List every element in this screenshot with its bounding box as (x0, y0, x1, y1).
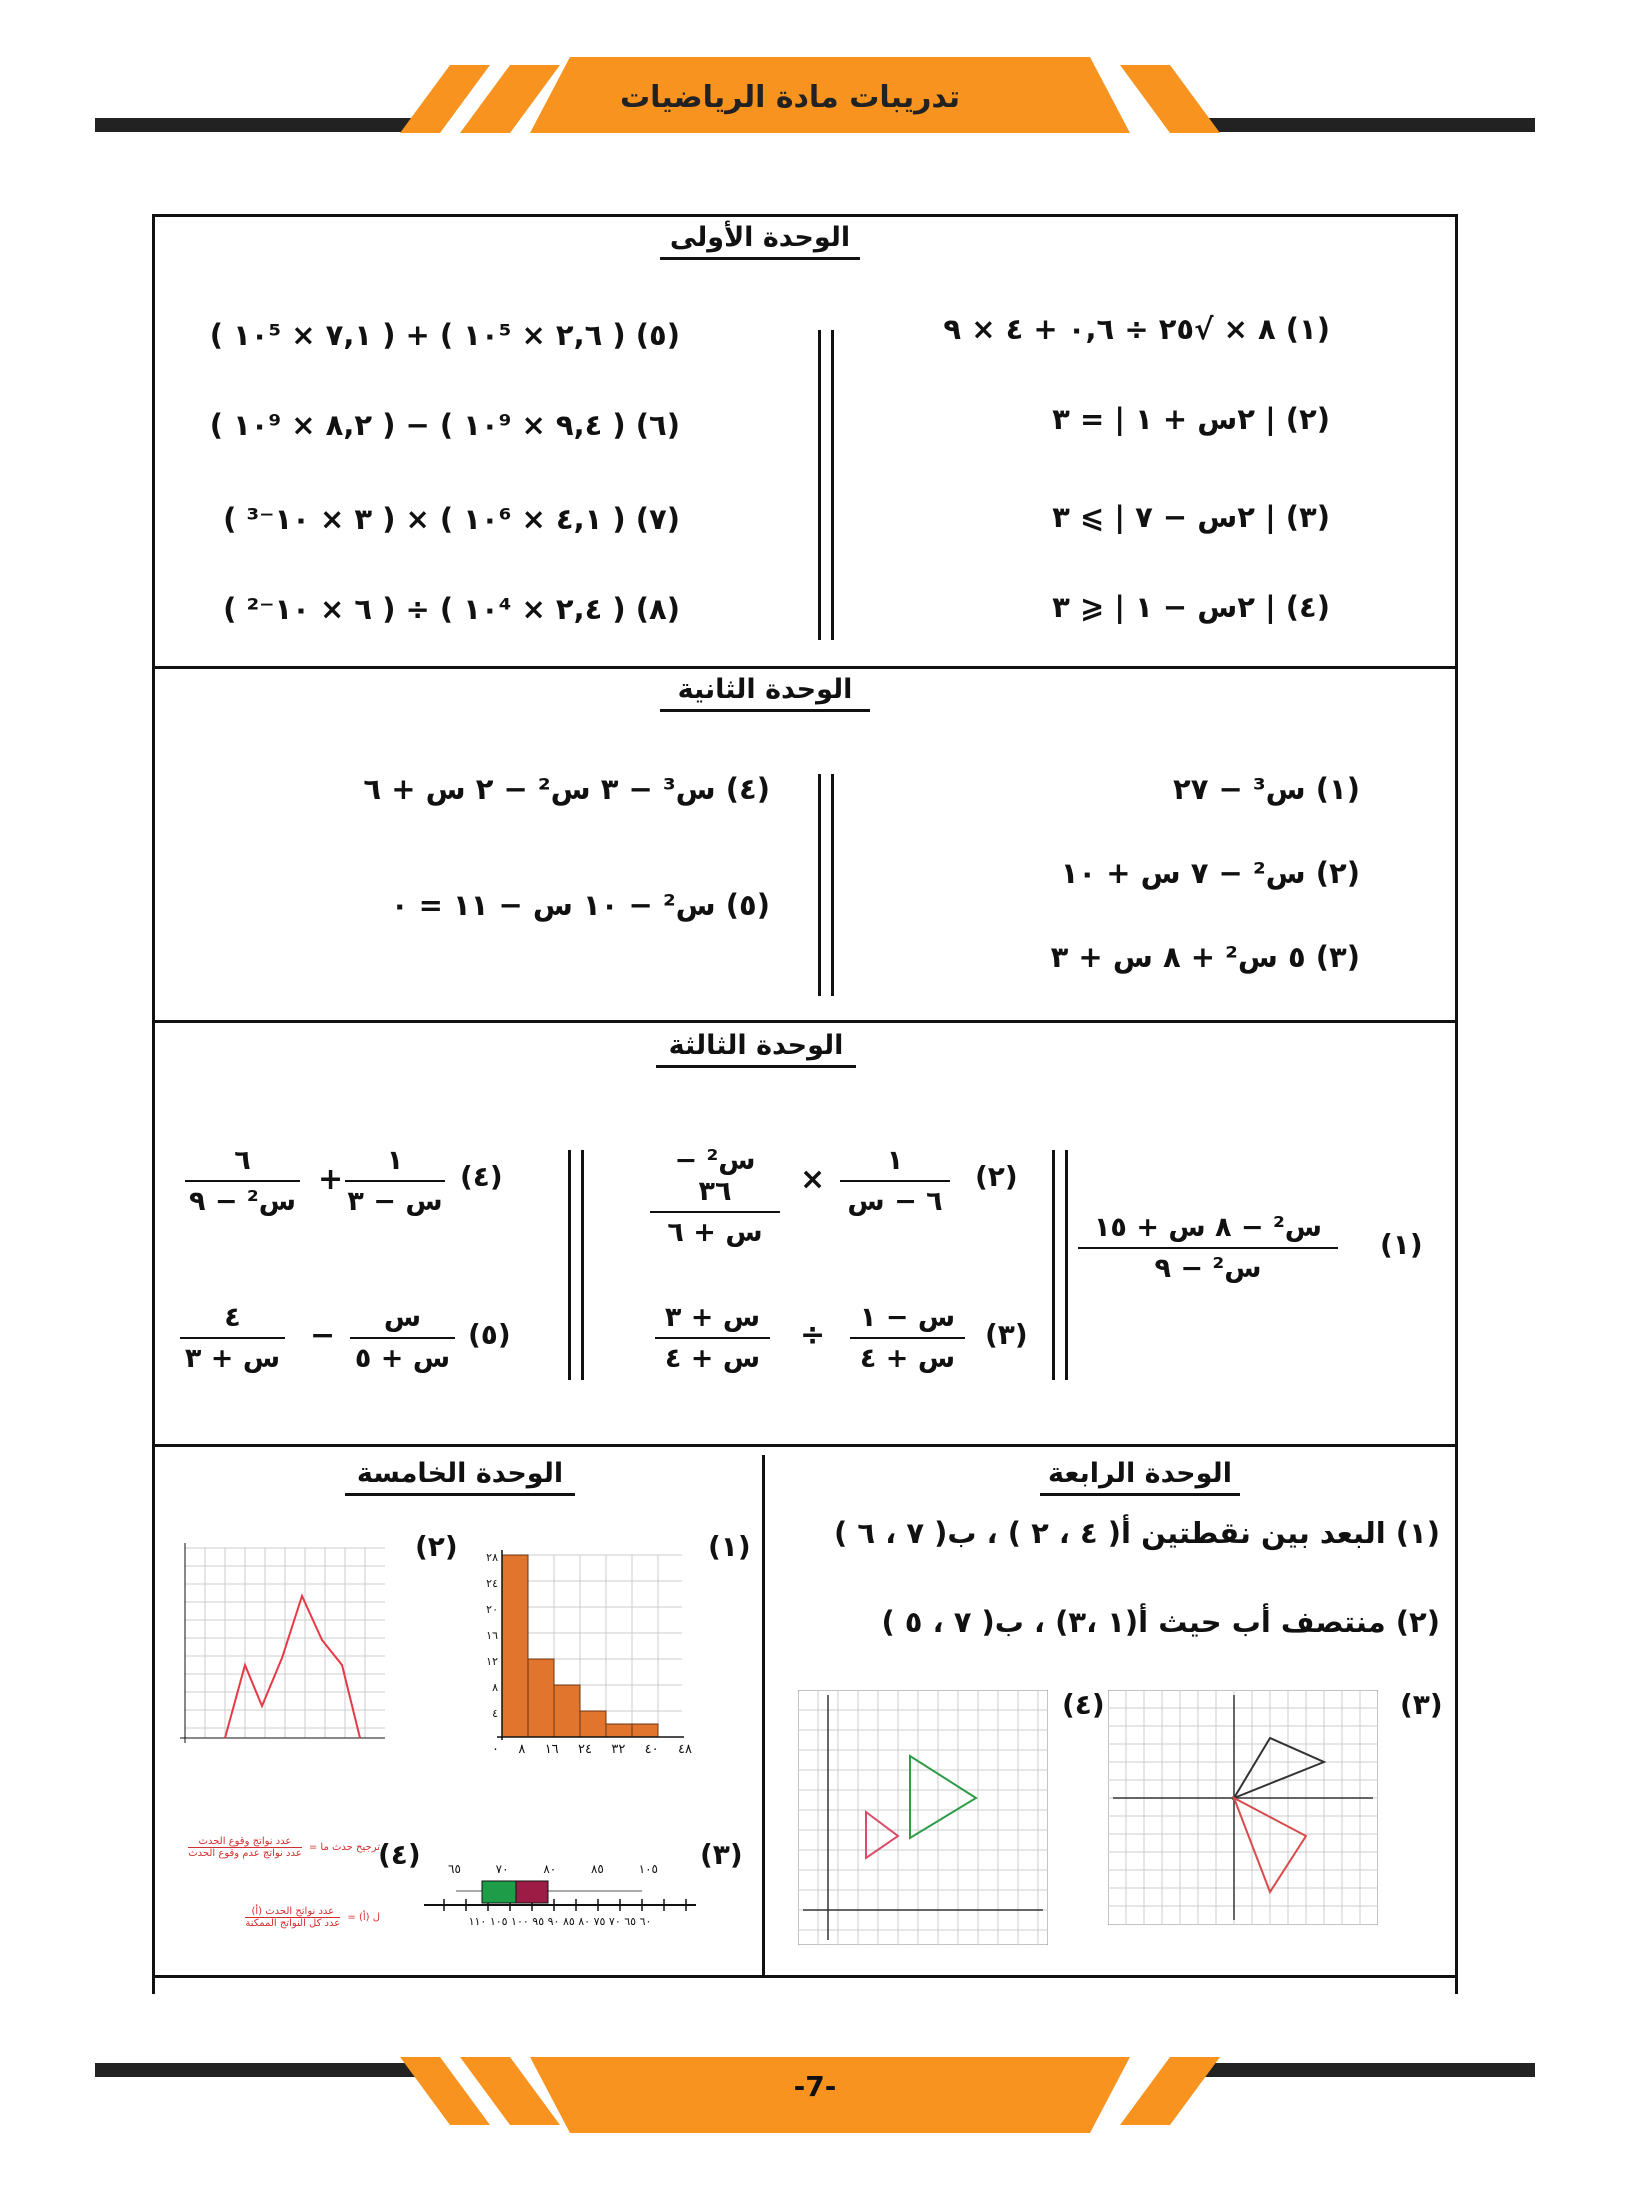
formula-prob-left: ل (أ) = (347, 1912, 380, 1923)
unit3-separator-right (1052, 1150, 1068, 1380)
unit3-q2-a-num: ١ (840, 1145, 950, 1182)
unit4-q4-graph (798, 1690, 1048, 1945)
unit3-q5-frac-a (350, 1302, 455, 1374)
unit3-q3-b-den: س + ٤ (664, 1343, 761, 1374)
unit3-q4-frac-a (345, 1145, 445, 1217)
hist-x-48: ٤٨ (678, 1742, 692, 1757)
formula-odds-frac (188, 1836, 301, 1859)
unit5-title: الوحدة الخامسة (345, 1458, 575, 1496)
unit4-q4-label: (٤) (1062, 1688, 1105, 1721)
hist-y-12: ١٢ (486, 1655, 498, 1668)
hist-y-16: ١٦ (486, 1629, 498, 1642)
hist-y-labels (476, 1545, 498, 1727)
divider-bottom (152, 1975, 1458, 1978)
unit3-q3-frac-b (655, 1302, 770, 1374)
unit1-q6: (٦) ( ٩,٤ × ١٠⁹ ) − ( ٨,٢ × ١٠⁹ ) (209, 408, 680, 442)
unit1-q2: (٢) | ٢س + ١ | = ٣ (1052, 402, 1330, 436)
unit3-q2-label: (٢) (975, 1160, 1018, 1193)
unit2-q1: (١) س³ − ٢٧ (1173, 772, 1360, 806)
formula-odds (160, 1836, 380, 1859)
page-number: -7- (793, 2070, 837, 2103)
unit1-q1: (١) ٨ × √٢٥ ÷ ٠,٦ + ٤ × ٩ (943, 312, 1330, 346)
hist-x-0: ٠ (492, 1742, 499, 1757)
unit45-separator (762, 1455, 765, 1975)
unit1-q4: (٤) | ٢س − ١ | ⩽ ٣ (1052, 590, 1330, 624)
box-q3: ٨٥ (590, 1862, 604, 1876)
unit3-q5-op: − (310, 1318, 336, 1353)
hist-x-labels (492, 1742, 692, 1757)
box-median: ٨٠ (543, 1862, 557, 1876)
unit3-q4-b-den: س² − ٩ (188, 1186, 296, 1217)
unit2-title: الوحدة الثانية (660, 674, 870, 712)
unit3-q4-op: + (318, 1162, 344, 1197)
unit3-q4-b-num: ٦ (185, 1145, 300, 1182)
unit3-title: الوحدة الثالثة (656, 1030, 856, 1068)
unit4-title: الوحدة الرابعة (1040, 1458, 1240, 1496)
unit3-q3-label: (٣) (985, 1318, 1028, 1351)
unit2-q4: (٤) س³ − ٣ س² − ٢ س + ٦ (363, 772, 770, 806)
unit1-q3: (٣) | ٢س − ٧ | ⩾ ٣ (1052, 500, 1330, 534)
divider-3 (152, 1444, 1458, 1447)
unit3-q2-b-den: س + ٦ (667, 1217, 763, 1248)
unit1-title: الوحدة الأولى (660, 222, 860, 260)
unit3-q3-a-num: س − ١ (850, 1302, 965, 1339)
unit2-q5: (٥) س² − ١٠ س − ١١ = ٠ (390, 888, 770, 922)
unit4-q1: (١) البعد بين نقطتين أ( ٤ ، ٢ ) ، ب( ٧ ، ٦ ) (834, 1516, 1440, 1550)
hist-x-32: ٣٢ (611, 1742, 626, 1757)
hist-y-24: ٢٤ (486, 1577, 498, 1590)
header-bar-right (1205, 118, 1535, 132)
unit3-q2-a-den: ٦ − س (847, 1186, 943, 1217)
unit3-q4-frac-b (185, 1145, 300, 1217)
unit1-q7: (٧) ( ٤,١ × ١٠⁶ ) × ( ٣ × ١٠⁻³ ) (223, 502, 680, 536)
unit3-q5-a-num: س (350, 1302, 455, 1339)
formula-probability (160, 1906, 380, 1929)
footer-bar-right (1205, 2063, 1535, 2077)
divider-2 (152, 1020, 1458, 1023)
unit4-q3-graph (1108, 1690, 1378, 1925)
unit2-q3: (٣) ٥ س² + ٨ س + ٣ (1050, 940, 1360, 974)
unit3-q5-b-den: س + ٣ (184, 1343, 281, 1374)
unit3-q2-frac-a (840, 1145, 950, 1217)
unit5-q2-label: (٢) (415, 1530, 458, 1563)
unit1-q5: (٥) ( ٢,٦ × ١٠⁵ ) + ( ٧,١ × ١٠⁵ ) (209, 318, 680, 352)
unit3-q5-a-den: س + ٥ (354, 1343, 451, 1374)
unit1-separator (818, 330, 834, 640)
unit2-q2: (٢) س² − ٧ س + ١٠ (1060, 856, 1360, 890)
hist-y-28: ٢٨ (486, 1551, 498, 1564)
unit3-q4-label: (٤) (460, 1160, 503, 1193)
unit3-q2-frac-b (650, 1145, 780, 1248)
unit3-q4-a-num: ١ (345, 1145, 445, 1182)
unit5-q3-label: (٣) (700, 1838, 743, 1871)
hist-y-20: ٢٠ (486, 1603, 498, 1616)
footer-bar-left (95, 2063, 425, 2077)
box-axis-labels: ٦٠ ٦٥ ٧٠ ٧٥ ٨٠ ٨٥ ٩٠ ٩٥ ١٠٠ ١٠٥ ١١٠ (468, 1915, 652, 1928)
box-max: ١٠٥ (638, 1862, 658, 1876)
header-title: تدريبات مادة الرياضيات (619, 80, 960, 115)
header-bar-left (95, 118, 425, 132)
formula-odds-den: عدد نواتج عدم وقوع الحدث (188, 1848, 302, 1859)
unit5-q4-label: (٤) (378, 1838, 421, 1871)
unit3-q1-label: (١) (1380, 1228, 1423, 1261)
box-q1: ٧٠ (495, 1862, 509, 1876)
unit3-q3-op: ÷ (800, 1318, 826, 1353)
unit3-q2-b-num: س² − ٣٦ (650, 1145, 780, 1213)
unit3-q1-fraction (1078, 1212, 1338, 1284)
box-min: ٦٥ (448, 1862, 461, 1876)
unit5-frequency-polygon (170, 1538, 390, 1753)
divider-top (152, 214, 1458, 217)
hist-x-40: ٤٠ (644, 1742, 659, 1757)
unit4-q3-label: (٣) (1400, 1688, 1443, 1721)
hist-y-4: ٤ (492, 1707, 498, 1720)
unit3-separator-left (568, 1150, 584, 1380)
formula-odds-left: ترجيح حدث ما = (308, 1842, 380, 1853)
hist-x-16: ١٦ (544, 1742, 559, 1757)
unit3-q2-op: × (800, 1162, 826, 1197)
unit3-q3-frac-a (850, 1302, 965, 1374)
unit3-q5-label: (٥) (468, 1318, 511, 1351)
unit5-q1-label: (١) (708, 1530, 751, 1563)
unit3-q5-frac-b (180, 1302, 285, 1374)
unit2-separator (818, 774, 834, 996)
hist-x-24: ٢٤ (578, 1742, 592, 1757)
unit4-q2: (٢) منتصف أب حيث أ(١ ،٣) ، ب( ٧ ، ٥ ) (881, 1605, 1440, 1639)
unit3-q1-num: س² − ٨ س + ١٥ (1078, 1212, 1338, 1249)
unit3-q4-a-den: س − ٣ (347, 1186, 443, 1217)
formula-prob-num: عدد نواتج الحدث (أ) (245, 1906, 340, 1918)
unit3-q3-b-num: س + ٣ (655, 1302, 770, 1339)
hist-y-8: ٨ (492, 1681, 498, 1694)
unit3-q5-b-num: ٤ (180, 1302, 285, 1339)
formula-odds-num: عدد نواتج وقوع الحدث (188, 1836, 301, 1848)
divider-1 (152, 666, 1458, 669)
formula-prob-frac (245, 1906, 340, 1929)
unit3-q1-den: س² − ٩ (1154, 1253, 1262, 1284)
unit3-q3-a-den: س + ٤ (859, 1343, 956, 1374)
formula-prob-den: عدد كل النواتج الممكنة (245, 1918, 341, 1929)
box-labels (448, 1862, 658, 1876)
hist-x-8: ٨ (518, 1742, 526, 1757)
unit1-q8: (٨) ( ٢,٤ × ١٠⁴ ) ÷ ( ٦ × ١٠⁻² ) (223, 592, 680, 626)
